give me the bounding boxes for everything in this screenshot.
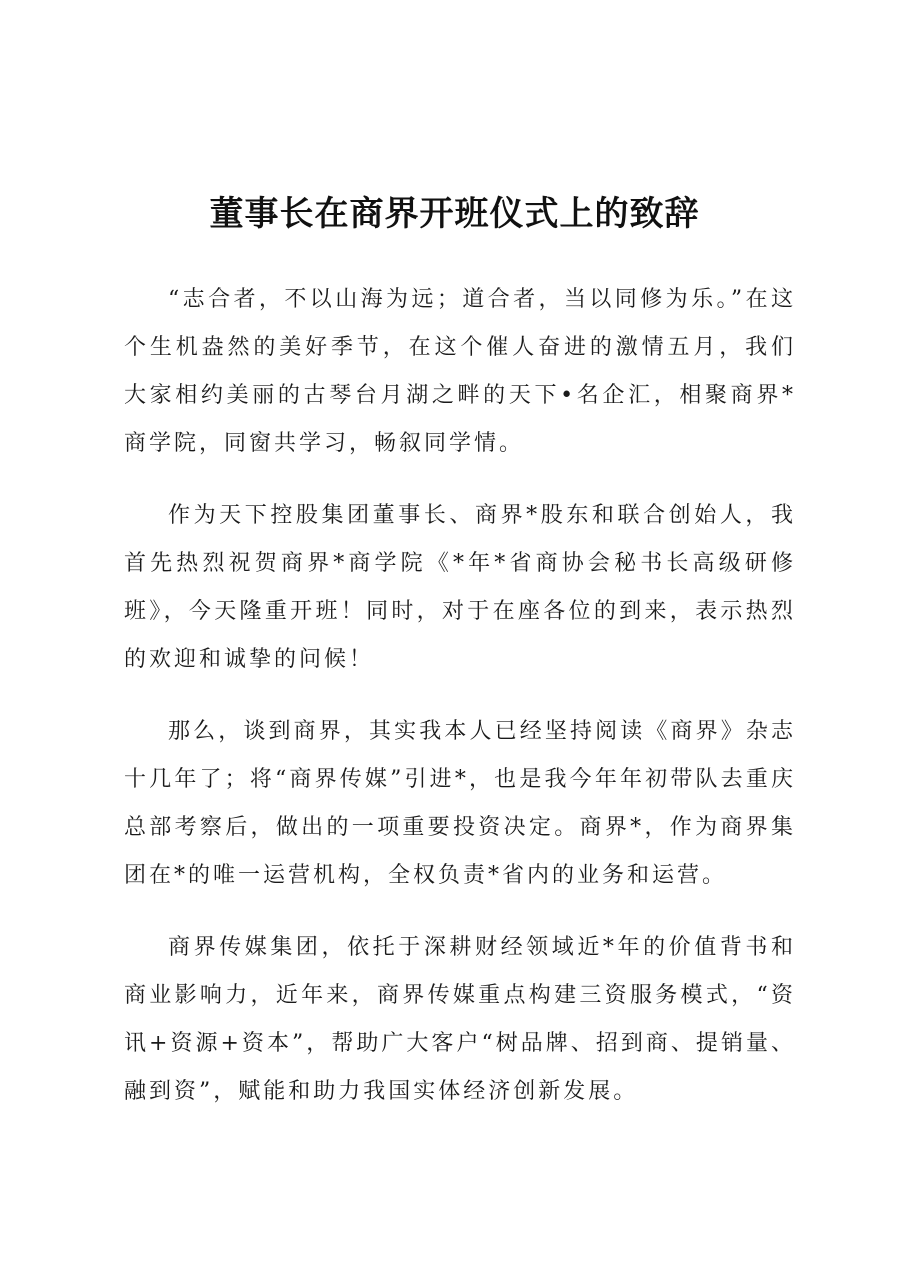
paragraph-3: 那么，谈到商界，其实我本人已经坚持阅读《商界》杂志十几年了；将“商界传媒”引进*，也是我今年年初带队去重庆总部考察后，做出的一项重要投资决定。商界*，作为商界集团在*的唯一运营机构，全权负责*省内的业务和运营。 <box>124 719 796 888</box>
paragraph-2: 作为天下控股集团董事长、商界*股东和联合创始人，我首先热烈祝贺商界*商学院《*年*省商协会秘书长高级研修班》，今天隆重开班！同时，对于在座各位的到来，表示热烈的欢迎和诚挚的问候！ <box>124 503 796 672</box>
document-title: 董事长在商界开班仪式上的致辞 <box>209 194 700 234</box>
paragraph-4: 商界传媒集团，依托于深耕财经领域近*年的价值背书和商业影响力，近年来，商界传媒重点构建三资服务模式，“资讯+资源+资本”，帮助广大客户“树品牌、招到商、提销量、融到资”，赋能和助力我国实体经济创新发展。 <box>124 935 796 1104</box>
document-body <box>124 276 796 1140</box>
paragraph-1: “志合者，不以山海为远；道合者，当以同修为乐。”在这个生机盎然的美好季节，在这个催人奋进的激情五月，我们大家相约美丽的古琴台月湖之畔的天下•名企汇，相聚商界*商学院，同窗共学习，畅叙同学情。 <box>124 287 796 456</box>
